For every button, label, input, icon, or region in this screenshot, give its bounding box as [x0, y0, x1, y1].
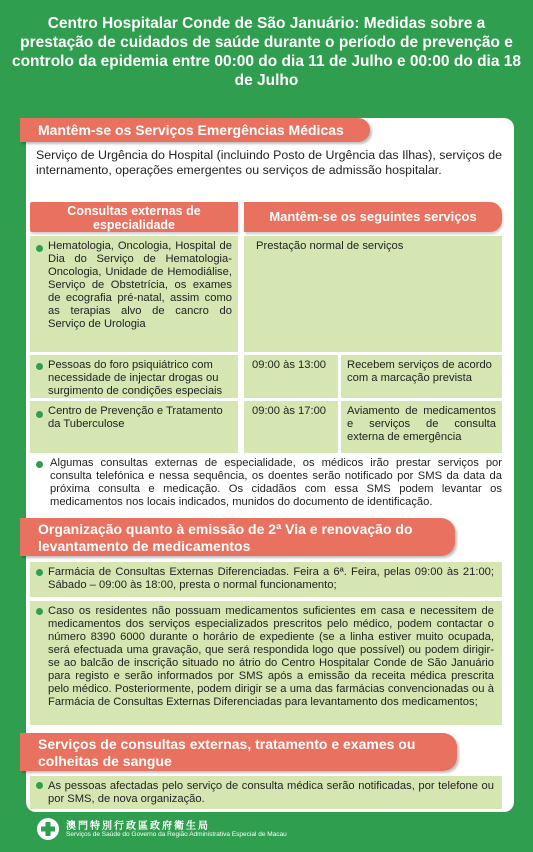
list-item [30, 601, 502, 725]
section-header-emergency: Mantêm-se os Serviços Emergências Médicas [20, 118, 370, 142]
row-specialty: Hematologia, Oncologia, Hospital de Dia do Serviço de Hematologia-Oncologia, Unidade de Hemodiálise, Serviço de Obstetrícia, os exames de ecografia pré-natal, assim como as terapias alvo de cancro do Serviço de Urologia [48, 240, 232, 330]
table-row [30, 236, 238, 352]
bullet-icon [36, 363, 43, 370]
list-item-text: Caso os residentes não possuam medicamentos suficientes em casa e necessitem de medicamentos dos serviços especializados prescritos pelo médico, podem contactar o número 8390 6000 durante o horário de expediente (se a linha estiver muito ocupada, será efectuada uma gravação, que será respondida logo que possível) ou podem dirigir-se ao balcão de inscrição situado no átrio do Centro Hospitalar Conde de São Januário para registo e serão informados por SMS após a emissão da receita médica prescrita pelo médico. Posteriormente, podem dirigir se a uma das farmácias convencionadas ou à Farmácia de Consultas Externas Diferenciadas para levantamento dos medicamentos; [48, 605, 494, 708]
list-item [30, 776, 502, 809]
bullet-icon [36, 608, 43, 615]
row-service: Recebem serviços de acordo com a marcação prevista [341, 355, 502, 398]
bullet-icon [36, 411, 43, 418]
footer [36, 815, 336, 845]
table-header-services: Mantêm-se os seguintes serviços [244, 202, 502, 232]
intro-text: Serviço de Urgência do Hospital (incluindo Posto de Urgência das Ilhas), serviços de internamento, operações emergentes ou serviços de admissão hospitalar. [36, 148, 502, 177]
section-header-consultations: Serviços de consultas externas, tratamento e exames ou colheitas de sangue [20, 733, 457, 771]
list-item-text: Farmácia de Consultas Externas Diferenciadas. Feira a 6ª. Feira, pelas 09:00 às 21:00; Sábado – 09:00 às 18:00, presta o normal funcionamento; [48, 566, 494, 591]
row-specialty: Centro de Prevenção e Tratamento da Tuberculose [48, 405, 223, 430]
bullet-icon [36, 245, 43, 252]
row-time: 09:00 às 13:00 [244, 355, 338, 398]
org-name-zh: 澳門特別行政區政府衛生局 [66, 821, 210, 832]
page-title: Centro Hospitalar Conde de São Januário: Medidas sobre a prestação de cuidados de saúde durante o período de prevenção e controlo da epidemia entre 00:00 do dia 11 de Julho e 00:00 do dia 18 de Julho [11, 15, 522, 89]
list-item-text: As pessoas afectadas pelo serviço de consulta médica serão notificadas, por telefone ou por SMS, de nova organização. [48, 780, 494, 805]
table-row [30, 401, 238, 453]
section-header-medication: Organização quanto à emissão de 2ª Via e renovação do levantamento de medicamentos [20, 518, 455, 556]
org-name-pt: Serviços de Saúde do Governo da Região Administrativa Especial de Macau [66, 831, 287, 838]
table-row [30, 355, 238, 398]
bullet-icon [36, 461, 43, 468]
row-service: Prestação normal de serviços [244, 236, 502, 352]
row-service: Aviamento de medicamentos e serviços de consulta externa de emergência [341, 401, 502, 453]
bullet-icon [36, 569, 43, 576]
note-text: Algumas consultas externas de especialidade, os médicos irão prestar serviços por consulta telefónica e nessa sequência, os doentes serão notificado por SMS da data da próxima consulta e medicação. Os cidadãos com essa SMS podem levantar os medicamentos nos locais indicados, munidos do documento de identificação. [50, 457, 502, 508]
health-bureau-logo-icon [36, 817, 60, 841]
row-specialty: Pessoas do foro psiquiátrico com necessidade de injectar drogas ou surgimento de condições especiais [48, 359, 223, 397]
bullet-icon [36, 782, 43, 789]
list-item [30, 562, 502, 597]
table-header-specialty: Consultas externas de especialidade [30, 202, 238, 232]
row-time: 09:00 às 17:00 [244, 401, 338, 453]
